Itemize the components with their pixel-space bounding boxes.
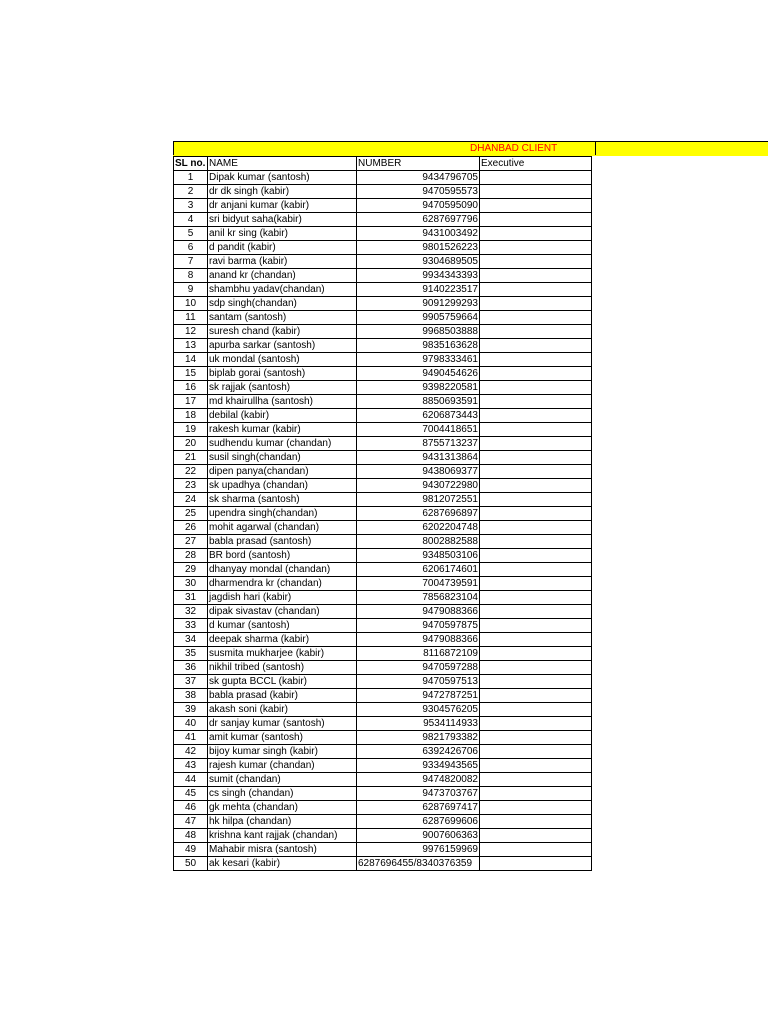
client-table bbox=[173, 156, 592, 871]
cell-executive bbox=[480, 437, 592, 451]
cell-executive bbox=[480, 787, 592, 801]
cell-sl: 37 bbox=[174, 675, 208, 689]
cell-sl: 12 bbox=[174, 325, 208, 339]
cell-name: ravi barma (kabir) bbox=[208, 255, 357, 269]
cell-number: 6206174601 bbox=[357, 563, 480, 577]
cell-executive bbox=[480, 633, 592, 647]
cell-number: 9304689505 bbox=[357, 255, 480, 269]
cell-executive bbox=[480, 199, 592, 213]
cell-number: 9398220581 bbox=[357, 381, 480, 395]
cell-sl: 17 bbox=[174, 395, 208, 409]
cell-name: debilal (kabir) bbox=[208, 409, 357, 423]
cell-sl: 9 bbox=[174, 283, 208, 297]
table-row bbox=[174, 395, 592, 409]
cell-number: 7856823104 bbox=[357, 591, 480, 605]
cell-sl: 46 bbox=[174, 801, 208, 815]
table-row bbox=[174, 479, 592, 493]
table-row bbox=[174, 801, 592, 815]
cell-sl: 33 bbox=[174, 619, 208, 633]
cell-executive bbox=[480, 829, 592, 843]
cell-name: anand kr (chandan) bbox=[208, 269, 357, 283]
cell-number: 9968503888 bbox=[357, 325, 480, 339]
cell-executive bbox=[480, 227, 592, 241]
cell-sl: 41 bbox=[174, 731, 208, 745]
cell-sl: 38 bbox=[174, 689, 208, 703]
cell-sl: 21 bbox=[174, 451, 208, 465]
cell-number: 9470597875 bbox=[357, 619, 480, 633]
cell-name: d kumar (santosh) bbox=[208, 619, 357, 633]
cell-name: dr dk singh (kabir) bbox=[208, 185, 357, 199]
cell-executive bbox=[480, 703, 592, 717]
table-row bbox=[174, 199, 592, 213]
cell-number: 6287696455/8340376359 bbox=[357, 857, 480, 871]
table-row bbox=[174, 227, 592, 241]
cell-sl: 10 bbox=[174, 297, 208, 311]
cell-name: akash soni (kabir) bbox=[208, 703, 357, 717]
table-row bbox=[174, 689, 592, 703]
header-executive: Executive bbox=[480, 157, 592, 171]
table-row bbox=[174, 731, 592, 745]
cell-number: 9801526223 bbox=[357, 241, 480, 255]
table-row bbox=[174, 773, 592, 787]
cell-executive bbox=[480, 815, 592, 829]
cell-name: dhanyay mondal (chandan) bbox=[208, 563, 357, 577]
cell-sl: 28 bbox=[174, 549, 208, 563]
header-row bbox=[174, 157, 592, 171]
cell-sl: 13 bbox=[174, 339, 208, 353]
cell-executive bbox=[480, 591, 592, 605]
table-row bbox=[174, 633, 592, 647]
table-row bbox=[174, 815, 592, 829]
cell-executive bbox=[480, 213, 592, 227]
cell-executive bbox=[480, 269, 592, 283]
cell-number: 9490454626 bbox=[357, 367, 480, 381]
table-row bbox=[174, 661, 592, 675]
cell-name: dipen panya(chandan) bbox=[208, 465, 357, 479]
cell-executive bbox=[480, 339, 592, 353]
cell-name: deepak sharma (kabir) bbox=[208, 633, 357, 647]
cell-number: 9976159969 bbox=[357, 843, 480, 857]
cell-executive bbox=[480, 521, 592, 535]
table-row bbox=[174, 283, 592, 297]
cell-sl: 5 bbox=[174, 227, 208, 241]
cell-name: apurba sarkar (santosh) bbox=[208, 339, 357, 353]
cell-executive bbox=[480, 857, 592, 871]
cell-executive bbox=[480, 801, 592, 815]
cell-sl: 44 bbox=[174, 773, 208, 787]
table-row bbox=[174, 339, 592, 353]
cell-name: Mahabir misra (santosh) bbox=[208, 843, 357, 857]
cell-executive bbox=[480, 843, 592, 857]
cell-name: cs singh (chandan) bbox=[208, 787, 357, 801]
cell-name: amit kumar (santosh) bbox=[208, 731, 357, 745]
cell-executive bbox=[480, 675, 592, 689]
table-row bbox=[174, 787, 592, 801]
table-row bbox=[174, 325, 592, 339]
cell-sl: 18 bbox=[174, 409, 208, 423]
cell-number: 6287697417 bbox=[357, 801, 480, 815]
cell-name: upendra singh(chandan) bbox=[208, 507, 357, 521]
table-row bbox=[174, 759, 592, 773]
cell-name: sk gupta BCCL (kabir) bbox=[208, 675, 357, 689]
cell-executive bbox=[480, 535, 592, 549]
cell-name: santam (santosh) bbox=[208, 311, 357, 325]
cell-sl: 45 bbox=[174, 787, 208, 801]
cell-executive bbox=[480, 311, 592, 325]
cell-number: 9479088366 bbox=[357, 605, 480, 619]
cell-executive bbox=[480, 493, 592, 507]
cell-number: 9007606363 bbox=[357, 829, 480, 843]
cell-sl: 32 bbox=[174, 605, 208, 619]
cell-sl: 36 bbox=[174, 661, 208, 675]
cell-executive bbox=[480, 759, 592, 773]
table-row bbox=[174, 255, 592, 269]
table-row bbox=[174, 297, 592, 311]
table-row bbox=[174, 381, 592, 395]
cell-name: ak kesari (kabir) bbox=[208, 857, 357, 871]
cell-name: sdp singh(chandan) bbox=[208, 297, 357, 311]
cell-number: 6392426706 bbox=[357, 745, 480, 759]
table-row bbox=[174, 745, 592, 759]
cell-sl: 48 bbox=[174, 829, 208, 843]
cell-number: 9798333461 bbox=[357, 353, 480, 367]
cell-number: 9334943565 bbox=[357, 759, 480, 773]
cell-name: krishna kant rajjak (chandan) bbox=[208, 829, 357, 843]
table-row bbox=[174, 591, 592, 605]
table-row bbox=[174, 577, 592, 591]
table-row bbox=[174, 507, 592, 521]
cell-sl: 25 bbox=[174, 507, 208, 521]
cell-sl: 47 bbox=[174, 815, 208, 829]
cell-number: 8755713237 bbox=[357, 437, 480, 451]
cell-sl: 50 bbox=[174, 857, 208, 871]
cell-number: 7004418651 bbox=[357, 423, 480, 437]
cell-name: BR bord (santosh) bbox=[208, 549, 357, 563]
cell-number: 9304576205 bbox=[357, 703, 480, 717]
cell-name: susil singh(chandan) bbox=[208, 451, 357, 465]
cell-number: 6202204748 bbox=[357, 521, 480, 535]
cell-executive bbox=[480, 605, 592, 619]
cell-sl: 35 bbox=[174, 647, 208, 661]
cell-number: 9534114933 bbox=[357, 717, 480, 731]
table-row bbox=[174, 171, 592, 185]
table-row bbox=[174, 269, 592, 283]
cell-sl: 22 bbox=[174, 465, 208, 479]
cell-number: 9431313864 bbox=[357, 451, 480, 465]
cell-number: 9348503106 bbox=[357, 549, 480, 563]
cell-name: Dipak kumar (santosh) bbox=[208, 171, 357, 185]
cell-name: babla prasad (kabir) bbox=[208, 689, 357, 703]
cell-number: 8002882588 bbox=[357, 535, 480, 549]
cell-number: 8850693591 bbox=[357, 395, 480, 409]
cell-number: 9474820082 bbox=[357, 773, 480, 787]
cell-sl: 30 bbox=[174, 577, 208, 591]
cell-number: 6287697796 bbox=[357, 213, 480, 227]
cell-number: 9905759664 bbox=[357, 311, 480, 325]
table-row bbox=[174, 703, 592, 717]
cell-name: dr sanjay kumar (santosh) bbox=[208, 717, 357, 731]
cell-name: dr anjani kumar (kabir) bbox=[208, 199, 357, 213]
cell-executive bbox=[480, 689, 592, 703]
cell-name: d pandit (kabir) bbox=[208, 241, 357, 255]
cell-sl: 27 bbox=[174, 535, 208, 549]
table-row bbox=[174, 857, 592, 871]
cell-name: babla prasad (santosh) bbox=[208, 535, 357, 549]
table-row bbox=[174, 549, 592, 563]
cell-number: 9473703767 bbox=[357, 787, 480, 801]
cell-name: sk rajjak (santosh) bbox=[208, 381, 357, 395]
table-row bbox=[174, 465, 592, 479]
cell-executive bbox=[480, 731, 592, 745]
cell-executive bbox=[480, 353, 592, 367]
cell-number: 9438069377 bbox=[357, 465, 480, 479]
cell-sl: 29 bbox=[174, 563, 208, 577]
cell-number: 9470597288 bbox=[357, 661, 480, 675]
cell-name: anil kr sing (kabir) bbox=[208, 227, 357, 241]
cell-sl: 20 bbox=[174, 437, 208, 451]
table-row bbox=[174, 311, 592, 325]
table-row bbox=[174, 437, 592, 451]
cell-executive bbox=[480, 717, 592, 731]
cell-sl: 15 bbox=[174, 367, 208, 381]
cell-name: biplab gorai (santosh) bbox=[208, 367, 357, 381]
cell-sl: 2 bbox=[174, 185, 208, 199]
cell-name: shambhu yadav(chandan) bbox=[208, 283, 357, 297]
cell-sl: 24 bbox=[174, 493, 208, 507]
cell-sl: 1 bbox=[174, 171, 208, 185]
cell-executive bbox=[480, 549, 592, 563]
cell-sl: 31 bbox=[174, 591, 208, 605]
cell-number: 9821793382 bbox=[357, 731, 480, 745]
cell-number: 9472787251 bbox=[357, 689, 480, 703]
cell-executive bbox=[480, 773, 592, 787]
cell-executive bbox=[480, 647, 592, 661]
cell-name: gk mehta (chandan) bbox=[208, 801, 357, 815]
cell-executive bbox=[480, 395, 592, 409]
header-name: NAME bbox=[208, 157, 357, 171]
cell-number: 9434796705 bbox=[357, 171, 480, 185]
table-row bbox=[174, 563, 592, 577]
cell-executive bbox=[480, 283, 592, 297]
cell-number: 9470597513 bbox=[357, 675, 480, 689]
table-row bbox=[174, 647, 592, 661]
header-sl: SL no. bbox=[174, 157, 208, 171]
table-row bbox=[174, 619, 592, 633]
cell-number: 9140223517 bbox=[357, 283, 480, 297]
cell-executive bbox=[480, 661, 592, 675]
table-row bbox=[174, 717, 592, 731]
cell-sl: 14 bbox=[174, 353, 208, 367]
cell-name: rakesh kumar (kabir) bbox=[208, 423, 357, 437]
cell-number: 9479088366 bbox=[357, 633, 480, 647]
cell-sl: 19 bbox=[174, 423, 208, 437]
cell-sl: 6 bbox=[174, 241, 208, 255]
table-row bbox=[174, 451, 592, 465]
table-row bbox=[174, 213, 592, 227]
cell-executive bbox=[480, 409, 592, 423]
cell-sl: 40 bbox=[174, 717, 208, 731]
cell-executive bbox=[480, 423, 592, 437]
cell-executive bbox=[480, 745, 592, 759]
cell-sl: 23 bbox=[174, 479, 208, 493]
cell-number: 9470595090 bbox=[357, 199, 480, 213]
cell-sl: 16 bbox=[174, 381, 208, 395]
table-row bbox=[174, 493, 592, 507]
cell-executive bbox=[480, 171, 592, 185]
cell-name: sudhendu kumar (chandan) bbox=[208, 437, 357, 451]
cell-executive bbox=[480, 241, 592, 255]
table-row bbox=[174, 367, 592, 381]
cell-name: md khairullha (santosh) bbox=[208, 395, 357, 409]
cell-number: 6287696897 bbox=[357, 507, 480, 521]
cell-number: 9812072551 bbox=[357, 493, 480, 507]
cell-executive bbox=[480, 381, 592, 395]
cell-name: nikhil tribed (santosh) bbox=[208, 661, 357, 675]
table-row bbox=[174, 829, 592, 843]
cell-name: rajesh kumar (chandan) bbox=[208, 759, 357, 773]
cell-executive bbox=[480, 451, 592, 465]
cell-name: suresh chand (kabir) bbox=[208, 325, 357, 339]
cell-sl: 4 bbox=[174, 213, 208, 227]
header-number: NUMBER bbox=[357, 157, 480, 171]
cell-name: jagdish hari (kabir) bbox=[208, 591, 357, 605]
cell-name: susmita mukharjee (kabir) bbox=[208, 647, 357, 661]
cell-sl: 11 bbox=[174, 311, 208, 325]
cell-name: sk upadhya (chandan) bbox=[208, 479, 357, 493]
cell-executive bbox=[480, 185, 592, 199]
table-row bbox=[174, 535, 592, 549]
cell-sl: 42 bbox=[174, 745, 208, 759]
cell-sl: 49 bbox=[174, 843, 208, 857]
table-row bbox=[174, 843, 592, 857]
cell-sl: 7 bbox=[174, 255, 208, 269]
cell-sl: 39 bbox=[174, 703, 208, 717]
cell-sl: 34 bbox=[174, 633, 208, 647]
cell-name: dharmendra kr (chandan) bbox=[208, 577, 357, 591]
cell-number: 9470595573 bbox=[357, 185, 480, 199]
cell-executive bbox=[480, 367, 592, 381]
table-row bbox=[174, 521, 592, 535]
table-row bbox=[174, 675, 592, 689]
cell-name: hk hilpa (chandan) bbox=[208, 815, 357, 829]
cell-number: 8116872109 bbox=[357, 647, 480, 661]
cell-number: 9430722980 bbox=[357, 479, 480, 493]
cell-number: 6206873443 bbox=[357, 409, 480, 423]
cell-executive bbox=[480, 465, 592, 479]
cell-number: 9835163628 bbox=[357, 339, 480, 353]
sheet-title: DHANBAD CLIENT bbox=[470, 143, 558, 154]
cell-executive bbox=[480, 297, 592, 311]
cell-executive bbox=[480, 479, 592, 493]
cell-name: mohit agarwal (chandan) bbox=[208, 521, 357, 535]
cell-number: 7004739591 bbox=[357, 577, 480, 591]
cell-number: 9431003492 bbox=[357, 227, 480, 241]
cell-executive bbox=[480, 507, 592, 521]
cell-name: sri bidyut saha(kabir) bbox=[208, 213, 357, 227]
table-row bbox=[174, 605, 592, 619]
cell-name: bijoy kumar singh (kabir) bbox=[208, 745, 357, 759]
cell-sl: 3 bbox=[174, 199, 208, 213]
cell-name: sumit (chandan) bbox=[208, 773, 357, 787]
table-row bbox=[174, 241, 592, 255]
table-row bbox=[174, 185, 592, 199]
cell-executive bbox=[480, 255, 592, 269]
cell-name: dipak sivastav (chandan) bbox=[208, 605, 357, 619]
table-row bbox=[174, 353, 592, 367]
cell-sl: 8 bbox=[174, 269, 208, 283]
cell-executive bbox=[480, 577, 592, 591]
table-row bbox=[174, 423, 592, 437]
table-row bbox=[174, 409, 592, 423]
cell-executive bbox=[480, 325, 592, 339]
cell-executive bbox=[480, 563, 592, 577]
cell-number: 6287699606 bbox=[357, 815, 480, 829]
cell-number: 9091299293 bbox=[357, 297, 480, 311]
cell-name: sk sharma (santosh) bbox=[208, 493, 357, 507]
cell-executive bbox=[480, 619, 592, 633]
cell-name: uk mondal (santosh) bbox=[208, 353, 357, 367]
cell-sl: 26 bbox=[174, 521, 208, 535]
cell-number: 9934343393 bbox=[357, 269, 480, 283]
cell-sl: 43 bbox=[174, 759, 208, 773]
